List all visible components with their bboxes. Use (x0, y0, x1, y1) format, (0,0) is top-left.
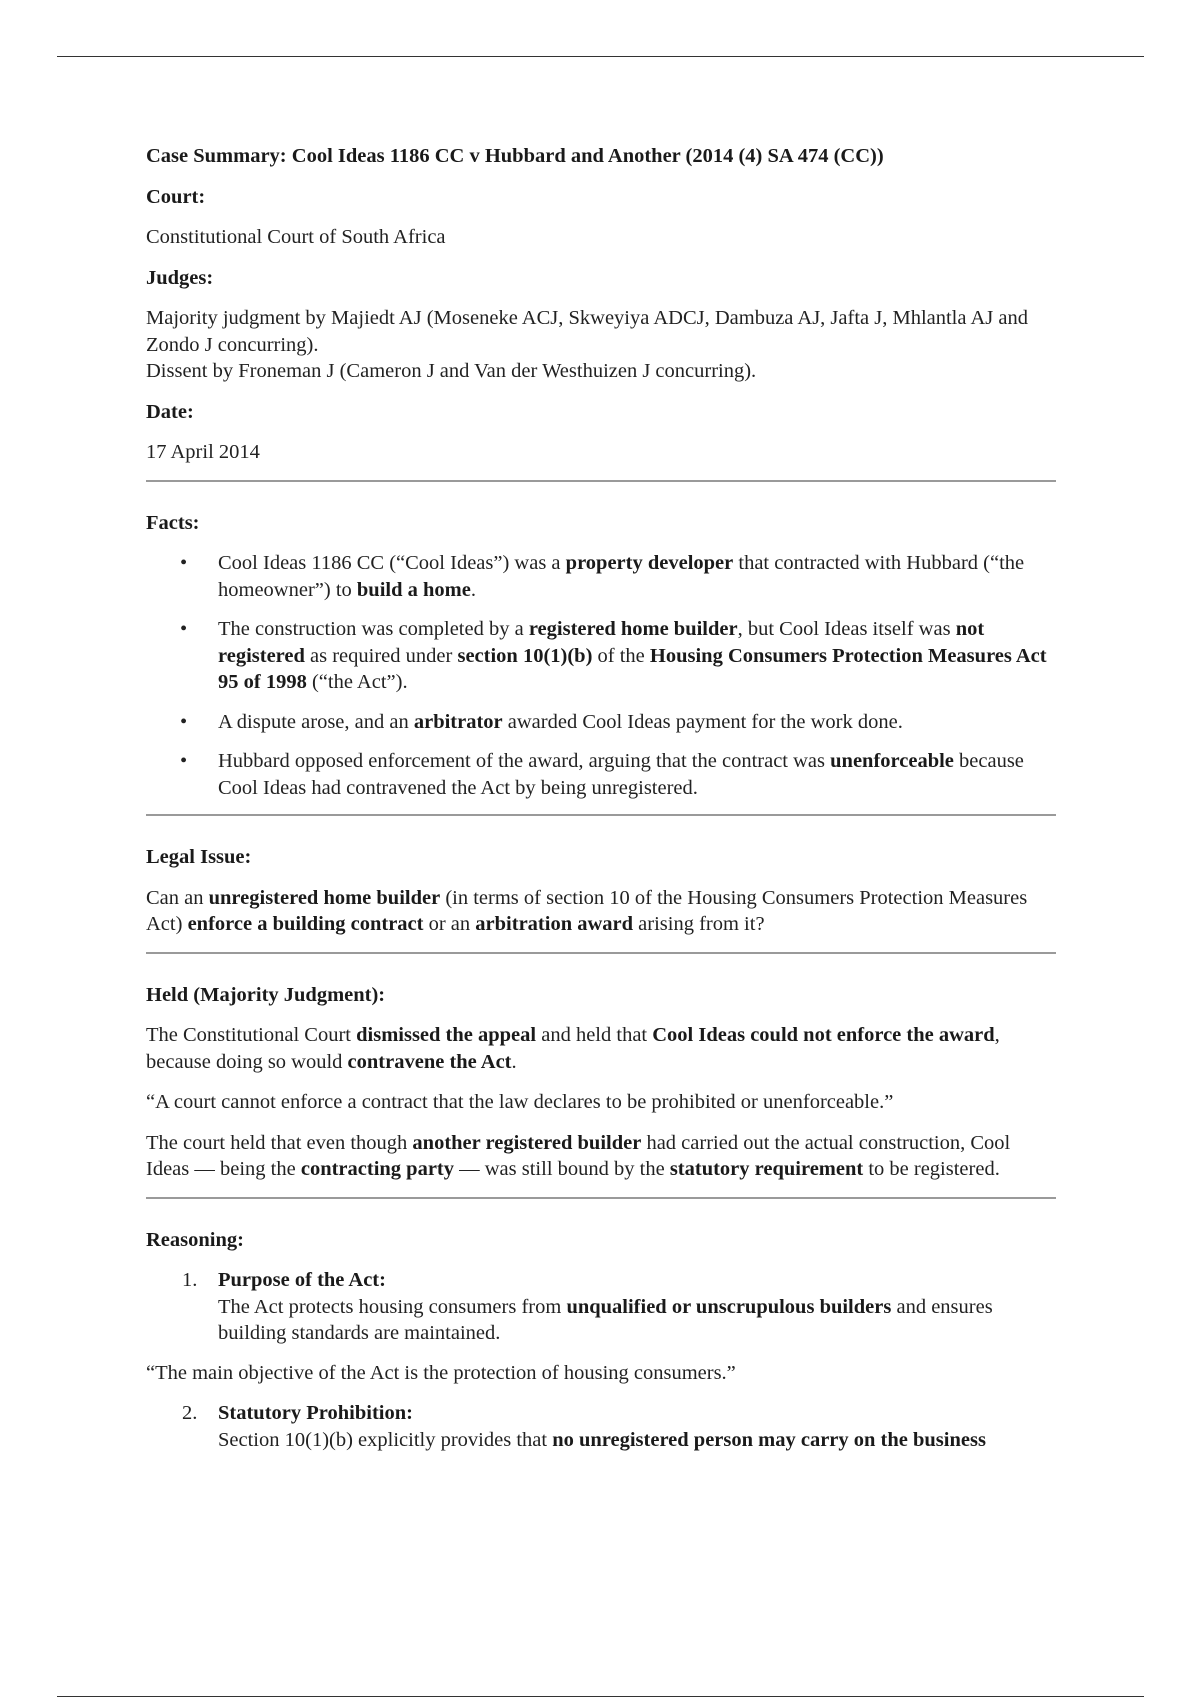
judges-dissent: Dissent by Froneman J (Cameron J and Van der Westhuizen J concurring). (146, 360, 757, 382)
reasoning-heading: Statutory Prohibition: (218, 1402, 413, 1424)
list-number: 1. (182, 1269, 198, 1291)
list-number: 2. (182, 1402, 198, 1424)
bullet: • (180, 750, 188, 772)
section-divider (146, 480, 1056, 482)
section-divider (146, 952, 1056, 954)
list-item: • A dispute arose, and an arbitrator awarded Cool Ideas payment for the work done. (146, 709, 1056, 736)
case-summary-document (146, 143, 1056, 1466)
list-item: • Hubbard opposed enforcement of the award, arguing that the contract was unenforceable because Cool Ideas had contravened the Act by being unregistered. (180, 750, 1024, 799)
bullet: • (180, 552, 188, 574)
date-value: 17 April 2014 (146, 441, 260, 463)
legal-issue-text: Can an unregistered home builder (in terms of section 10 of the Housing Consumers Protection Measures Act) enforce a building contract or an arbitration award arising from it? (146, 886, 1028, 935)
page-bottom-rule (57, 1696, 1144, 1697)
held-quote: “A court cannot enforce a contract that the law declares to be prohibited or unenforceable.” (146, 1091, 894, 1113)
reasoning-quote: “The main objective of the Act is the protection of housing consumers.” (146, 1361, 736, 1384)
reasoning-heading: Purpose of the Act: (218, 1269, 386, 1291)
reasoning-list (146, 1267, 1056, 1347)
bullet: • (180, 710, 188, 733)
date-label: Date: (146, 400, 194, 423)
legal-issue-label: Legal Issue: (146, 846, 252, 868)
facts-list (146, 550, 1056, 801)
judges-majority: Majority judgment by Majiedt AJ (Moseneke ACJ, Skweyiya ADCJ, Dambuza AJ, Jafta J, Mhlantla AJ and Zondo J concurring). (146, 307, 1028, 356)
section-divider (146, 1197, 1056, 1199)
held-paragraph-1: The Constitutional Court dismissed the appeal and held that Cool Ideas could not enforce the award, because doing so would contravene the Act. (146, 1024, 1000, 1073)
section-divider (146, 814, 1056, 816)
court-value: Constitutional Court of South Africa (146, 226, 446, 248)
court-label: Court: (146, 185, 206, 208)
list-item: • The construction was completed by a registered home builder, but Cool Ideas itself was not registered as required under section 10(1)(b) of the Housing Consumers Protection Measures Act 95 of 1998 (“the Act”). (180, 618, 1047, 693)
reasoning-label: Reasoning: (146, 1228, 244, 1251)
bullet: • (180, 618, 188, 640)
list-item: 1. Purpose of the Act: The Act protects housing consumers from unqualified or unscrupulous builders and ensures building standards are maintained. (182, 1269, 993, 1344)
list-item: • Cool Ideas 1186 CC (“Cool Ideas”) was a property developer that contracted with Hubbard (“the homeowner”) to build a home. (180, 552, 1025, 601)
judges-value (146, 305, 1056, 385)
document-title: Case Summary: Cool Ideas 1186 CC v Hubbard and Another (2014 (4) SA 474 (CC)) (146, 145, 884, 167)
judges-label: Judges: (146, 266, 214, 289)
facts-label: Facts: (146, 511, 200, 534)
held-paragraph-2: The court held that even though another registered builder had carried out the actual construction, Cool Ideas — being the contracting party — was still bound by the statutory requirement to be registered. (146, 1131, 1011, 1180)
page-top-rule (57, 56, 1144, 57)
reasoning-list-continued (146, 1400, 1056, 1453)
list-item: 2. Statutory Prohibition: Section 10(1)(b) explicitly provides that no unregistered person may carry on the business (182, 1402, 986, 1451)
held-label: Held (Majority Judgment): (146, 983, 386, 1006)
